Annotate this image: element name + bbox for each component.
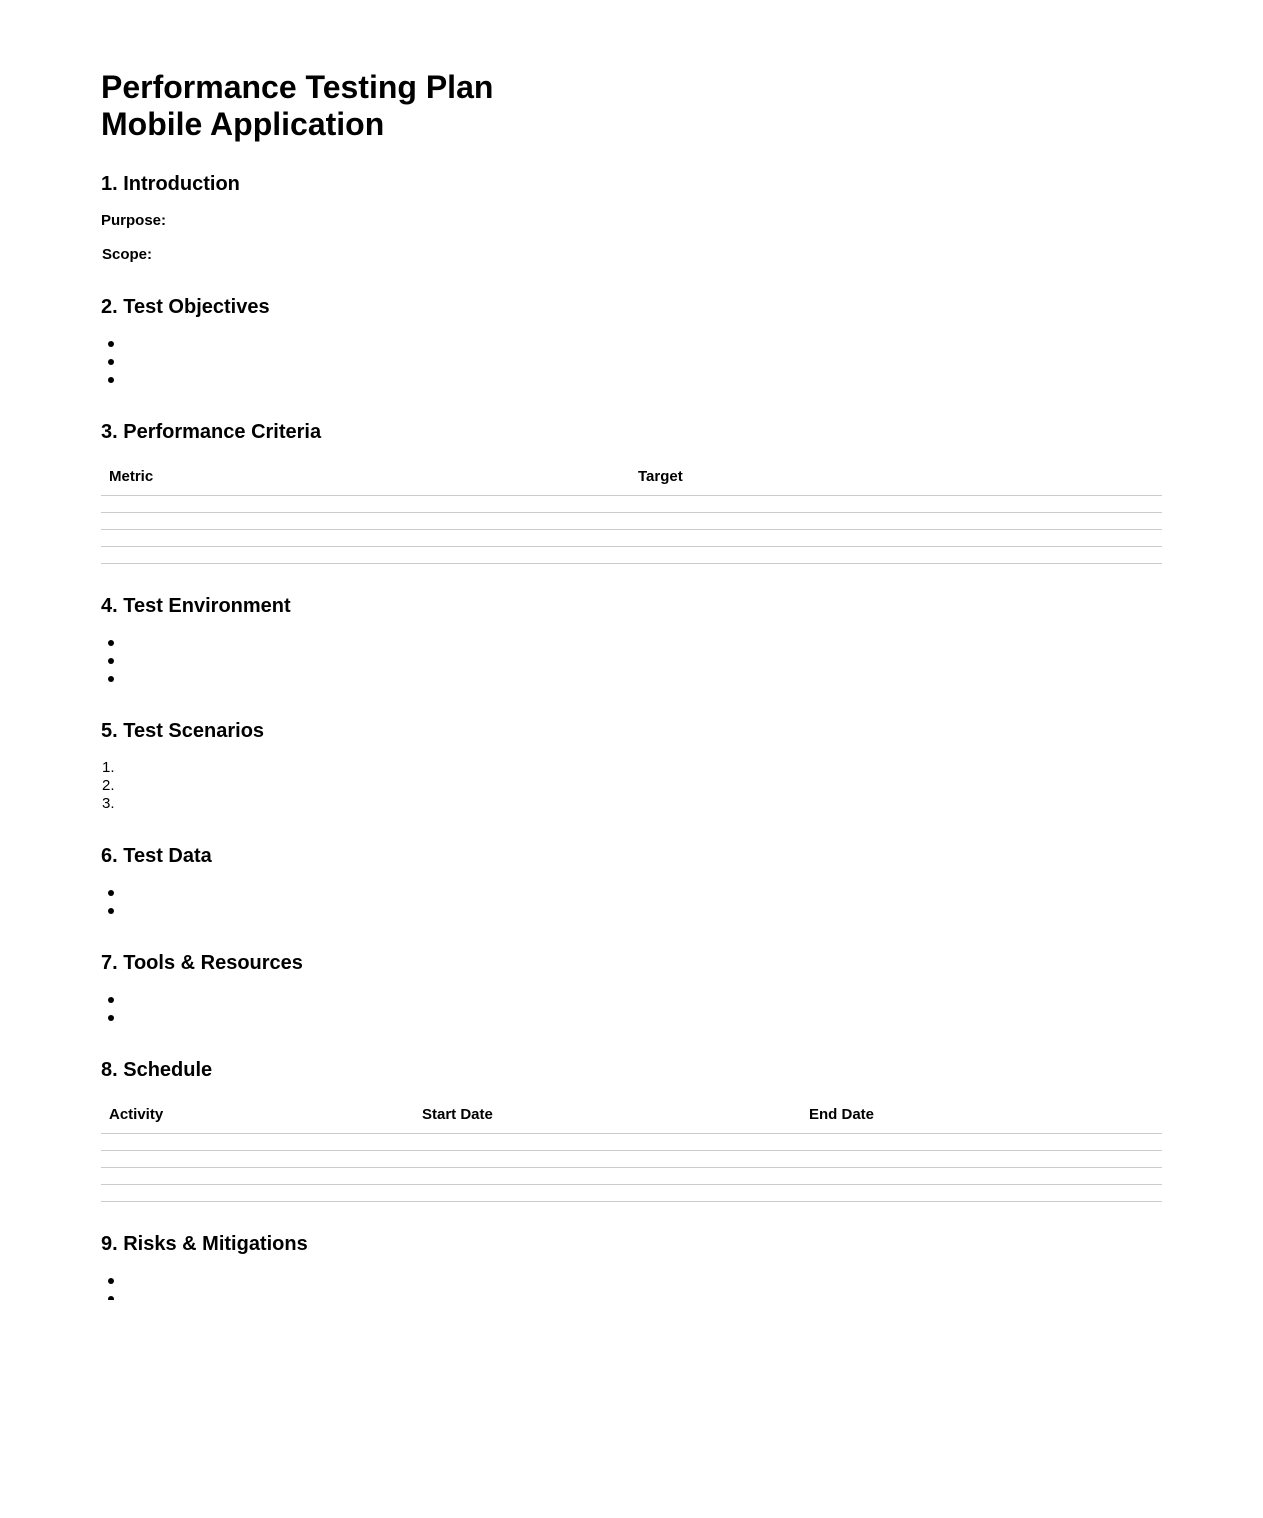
bullet-icon [108,1015,114,1021]
table-row [101,530,1162,546]
table-row [101,1168,1162,1184]
section-heading-test-data: 6. Test Data [101,845,212,867]
section-heading-performance-criteria: 3. Performance Criteria [101,421,322,443]
table-divider [101,563,1162,564]
purpose-label: Purpose: [101,212,167,229]
bullet-icon [108,359,114,365]
document-title-line2: Mobile Application [101,106,385,142]
bullet-icon [108,640,114,646]
bullet-icon [108,997,114,1003]
section-heading-risks-mitigations: 9. Risks & Mitigations [101,1233,308,1255]
section-heading-test-environment: 4. Test Environment [101,595,291,617]
bullet-icon [108,890,114,896]
section-heading-schedule: 8. Schedule [101,1059,213,1081]
document-title-line1: Performance Testing Plan [101,69,494,105]
table-row [101,513,1162,529]
list-number: 2. [102,777,115,794]
bullet-icon [108,1296,114,1300]
column-header-end-date: End Date [809,1106,875,1123]
bullet-icon [108,341,114,347]
column-header-activity: Activity [109,1106,164,1123]
column-header-start-date: Start Date [422,1106,493,1123]
table-row [101,547,1162,563]
section-heading-test-scenarios: 5. Test Scenarios [101,720,265,742]
table-row [101,1134,1162,1150]
bullet-icon [108,658,114,664]
bullet-icon [108,908,114,914]
table-row [101,1151,1162,1167]
column-header-target: Target [638,468,683,485]
table-row [101,1185,1162,1201]
column-header-metric: Metric [109,468,154,485]
table-divider [101,1201,1162,1202]
bullet-icon [108,377,114,383]
section-heading-introduction: 1. Introduction [101,173,240,195]
section-heading-test-objectives: 2. Test Objectives [101,296,270,318]
table-row [101,496,1162,512]
bullet-icon [108,676,114,682]
bullet-icon [108,1278,114,1284]
list-number: 3. [102,795,115,812]
scope-label: Scope: [102,246,153,263]
section-heading-tools-resources: 7. Tools & Resources [101,952,303,974]
list-number: 1. [102,759,115,776]
